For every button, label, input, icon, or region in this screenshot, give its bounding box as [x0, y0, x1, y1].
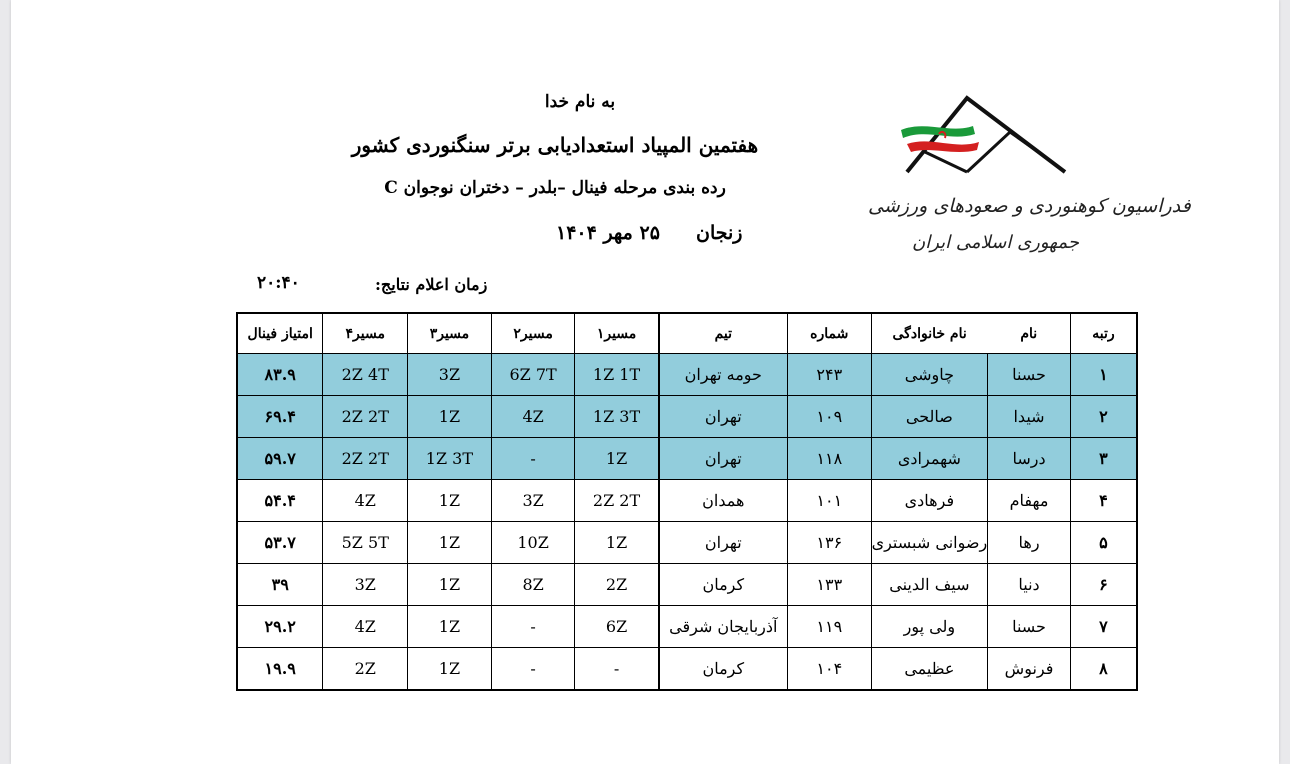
table-row	[237, 354, 1137, 396]
cell-route3: 1Z	[408, 522, 492, 564]
cell-route3: 1Z	[408, 480, 492, 522]
cell-route2: 3Z	[491, 480, 575, 522]
cell-final-score: ۲۹.۲	[237, 606, 323, 648]
cell-team: تهران	[659, 522, 788, 564]
table-row	[237, 564, 1137, 606]
cell-route3: 1Z	[408, 606, 492, 648]
table-row	[237, 396, 1137, 438]
cell-first-name: شیدا	[988, 396, 1071, 438]
cell-route4: 2Z 4T	[323, 354, 408, 396]
cell-route3: 3Z	[408, 354, 492, 396]
cell-last-name: چاوشی	[871, 354, 988, 396]
cell-team: کرمان	[659, 564, 788, 606]
cell-number: ۱۳۳	[787, 564, 871, 606]
cell-number: ۱۰۱	[787, 480, 871, 522]
cell-rank: ۱	[1070, 354, 1137, 396]
cell-route4: 2Z 2T	[323, 438, 408, 480]
cell-final-score: ۶۹.۴	[237, 396, 323, 438]
table-header-row	[237, 313, 1137, 354]
cell-team: کرمان	[659, 648, 788, 691]
logo-text-line2: جمهوری اسلامی ایران	[912, 232, 1079, 253]
cell-number: ۱۰۹	[787, 396, 871, 438]
cell-last-name: فرهادی	[871, 480, 988, 522]
cell-first-name: دنیا	[988, 564, 1071, 606]
results-time-label: زمان اعلام نتایج:	[375, 275, 488, 294]
header-route2: مسیر۲	[491, 313, 575, 354]
cell-route1: 1Z 1T	[575, 354, 659, 396]
cell-route4: 4Z	[323, 606, 408, 648]
header-team: تیم	[659, 313, 788, 354]
header-first-name: نام	[988, 313, 1071, 354]
cell-route2: 10Z	[491, 522, 575, 564]
cell-rank: ۷	[1070, 606, 1137, 648]
header-rank: رتبه	[1070, 313, 1137, 354]
cell-route1: -	[575, 648, 659, 691]
cell-rank: ۴	[1070, 480, 1137, 522]
cell-route1: 1Z	[575, 522, 659, 564]
cell-rank: ۸	[1070, 648, 1137, 691]
cell-route3: 1Z	[408, 564, 492, 606]
mountain-outline-icon	[907, 98, 1065, 172]
cell-final-score: ۳۹	[237, 564, 323, 606]
cell-first-name: درسا	[988, 438, 1071, 480]
header-final-score: امتیاز فینال	[237, 313, 323, 354]
cell-route1: 2Z	[575, 564, 659, 606]
cell-final-score: ۵۹.۷	[237, 438, 323, 480]
cell-route2: 6Z 7T	[491, 354, 575, 396]
header-number: شماره	[787, 313, 871, 354]
cell-route2: 8Z	[491, 564, 575, 606]
cell-final-score: ۵۳.۷	[237, 522, 323, 564]
cell-last-name: رضوانی شبستری	[871, 522, 988, 564]
cell-route3: 1Z	[408, 396, 492, 438]
logo-text-line1: فدراسیون کوهنوردی و صعودهای ورزشی	[868, 195, 1191, 217]
cell-route2: -	[491, 438, 575, 480]
cell-first-name: مهفام	[988, 480, 1071, 522]
cell-last-name: شهمرادی	[871, 438, 988, 480]
cell-rank: ۲	[1070, 396, 1137, 438]
cell-first-name: فرنوش	[988, 648, 1071, 691]
cell-number: ۱۱۸	[787, 438, 871, 480]
cell-number: ۲۴۳	[787, 354, 871, 396]
cell-last-name: عظیمی	[871, 648, 988, 691]
header-last-name: نام خانوادگی	[871, 313, 988, 354]
cell-route4: 2Z	[323, 648, 408, 691]
cell-final-score: ۸۳.۹	[237, 354, 323, 396]
header-route1: مسیر۱	[575, 313, 659, 354]
cell-rank: ۳	[1070, 438, 1137, 480]
cell-team: همدان	[659, 480, 788, 522]
cell-team: حومه تهران	[659, 354, 788, 396]
cell-team: آذربایجان شرقی	[659, 606, 788, 648]
document-subtitle: رده بندی مرحله فینال –بلدر – دختران نوجوان C	[384, 178, 726, 198]
table-row	[237, 438, 1137, 480]
cell-final-score: ۵۴.۴	[237, 480, 323, 522]
cell-team: تهران	[659, 396, 788, 438]
results-time-value: ۲۰:۴۰	[257, 273, 300, 293]
cell-final-score: ۱۹.۹	[237, 648, 323, 691]
cell-team: تهران	[659, 438, 788, 480]
date-label: ۲۵ مهر ۱۴۰۴	[556, 222, 660, 244]
cell-route2: -	[491, 606, 575, 648]
cell-route4: 3Z	[323, 564, 408, 606]
table-row	[237, 648, 1137, 691]
cell-first-name: رها	[988, 522, 1071, 564]
header-route3: مسیر۳	[408, 313, 492, 354]
cell-route3: 1Z	[408, 648, 492, 691]
cell-number: ۱۰۴	[787, 648, 871, 691]
results-table	[236, 312, 1138, 691]
cell-route3: 1Z 3T	[408, 438, 492, 480]
cell-number: ۱۱۹	[787, 606, 871, 648]
cell-route1: 2Z 2T	[575, 480, 659, 522]
cell-last-name: ولی پور	[871, 606, 988, 648]
cell-route2: 4Z	[491, 396, 575, 438]
document-title: هفتمین المپیاد استعدادیابی برتر سنگنوردی کشور	[351, 133, 759, 157]
cell-route4: 5Z 5T	[323, 522, 408, 564]
table-row	[237, 480, 1137, 522]
table-row	[237, 606, 1137, 648]
cell-first-name: حسنا	[988, 606, 1071, 648]
cell-route4: 2Z 2T	[323, 396, 408, 438]
cell-route1: 1Z 3T	[575, 396, 659, 438]
cell-route1: 6Z	[575, 606, 659, 648]
cell-rank: ۶	[1070, 564, 1137, 606]
cell-route1: 1Z	[575, 438, 659, 480]
bismillah-heading: به نام خدا	[544, 92, 616, 112]
cell-last-name: سیف الدینی	[871, 564, 988, 606]
cell-rank: ۵	[1070, 522, 1137, 564]
flag-red-icon	[907, 141, 979, 152]
city-label: زنجان	[696, 222, 743, 244]
cell-route2: -	[491, 648, 575, 691]
cell-route4: 4Z	[323, 480, 408, 522]
table-row	[237, 522, 1137, 564]
cell-first-name: حسنا	[988, 354, 1071, 396]
cell-last-name: صالحی	[871, 396, 988, 438]
header-route4: مسیر۴	[323, 313, 408, 354]
cell-number: ۱۳۶	[787, 522, 871, 564]
